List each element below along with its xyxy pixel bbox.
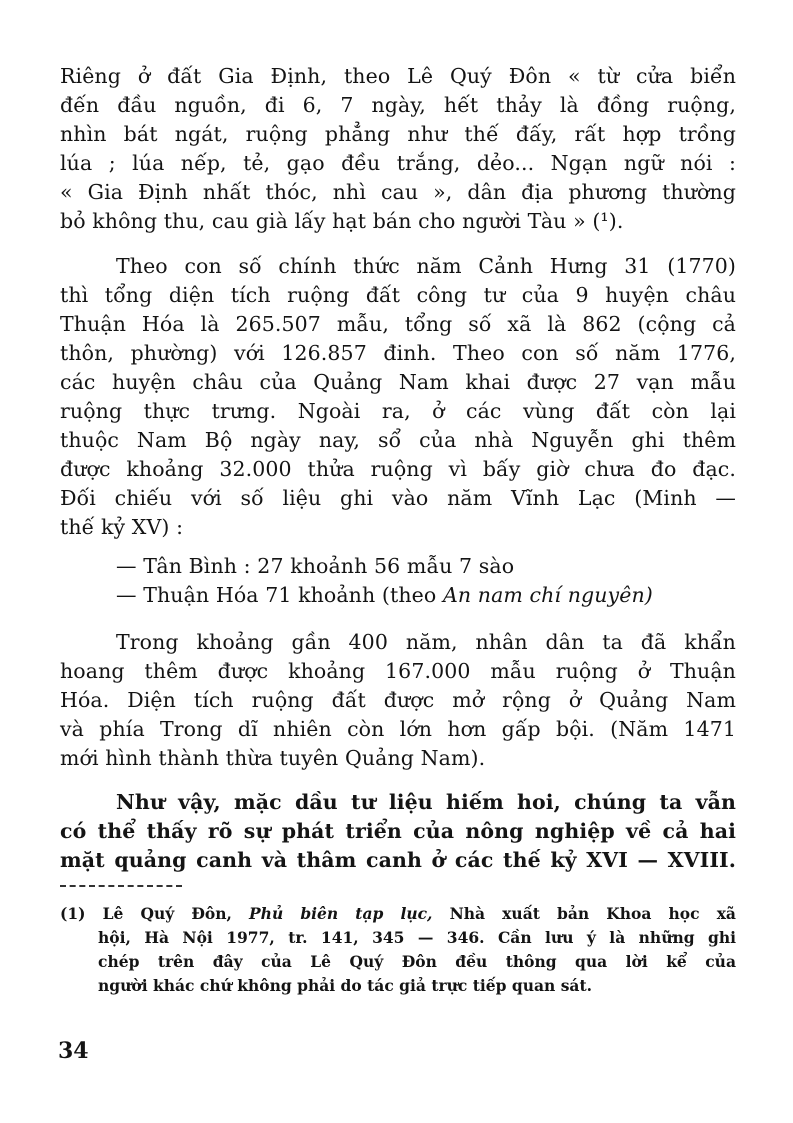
text-line: « Gia Định nhất thóc, nhì cau », dân địa phương thường	[60, 180, 736, 204]
text-line: Riêng ở đất Gia Định, theo Lê Quý Đôn « từ cửa biển	[60, 64, 736, 88]
paragraph-gia-dinh	[60, 62, 736, 236]
text-line: bỏ không thu, cau già lấy hạt bán cho người Tàu » (¹).	[60, 209, 624, 233]
text-line: Đối chiếu với số liệu ghi vào năm Vĩnh Lạc (Minh —	[60, 486, 736, 510]
text-line: thế kỷ XV) :	[60, 515, 184, 539]
text-line: Theo con số chính thức năm Cảnh Hưng 31 (1770)	[116, 254, 736, 278]
text-line: Hóa. Diện tích ruộng đất được mở rộng ở Quảng Nam	[60, 688, 736, 712]
footnote-divider	[60, 885, 182, 887]
text-line: Trong khoảng gần 400 năm, nhân dân ta đã khẩn	[116, 630, 736, 654]
text-line: đến đầu nguồn, đi 6, 7 ngày, hết thảy là đồng ruộng,	[60, 93, 736, 117]
text-line: lúa ; lúa nếp, tẻ, gạo đều trắng, dẻo... Ngạn ngữ nói :	[60, 151, 736, 175]
text-line: và phía Trong dĩ nhiên còn lớn hơn gấp bội. (Năm 1471	[60, 717, 736, 741]
text-line: ruộng thực trưng. Ngoài ra, ở các vùng đất còn lại	[60, 399, 736, 423]
footnote-line	[60, 902, 736, 926]
footnote-line: chép trên đây của Lê Quý Đôn đều thông qua lời kể của	[98, 952, 736, 971]
text-line: mặt quảng canh và thâm canh ở các thế kỷ XVI — XVIII.	[60, 848, 736, 872]
text-line: các huyện châu của Quảng Nam khai được 27 vạn mẫu	[60, 370, 736, 394]
comparison-list	[60, 552, 736, 610]
text-line: thôn, phường) với 126.857 đinh. Theo con số năm 1776,	[60, 341, 736, 365]
text-line: được khoảng 32.000 thửa ruộng vì bấy giờ chưa đo đạc.	[60, 457, 736, 481]
text-line: có thể thấy rõ sự phát triển của nông nghiệp về cả hai	[60, 819, 736, 843]
text-line: mới hình thành thừa tuyên Quảng Nam).	[60, 746, 486, 770]
footnote-book-title: Phủ biên tạp lục,	[249, 904, 433, 923]
text-line: Thuận Hóa là 265.507 mẫu, tổng số xã là 862 (cộng cả	[60, 312, 736, 336]
footnote-publisher: Nhà xuất bản Khoa học xã	[432, 904, 736, 923]
text-line: hoang thêm được khoảng 167.000 mẫu ruộng ở Thuận	[60, 659, 736, 683]
list-item-tan-binh: — Tân Bình : 27 khoảnh 56 mẫu 7 sào	[116, 554, 515, 578]
paragraph-canh-hung	[60, 252, 736, 542]
text-line: thì tổng diện tích ruộng đất công tư của 9 huyện châu	[60, 283, 736, 307]
source-title: An nam chí nguyên)	[442, 583, 653, 607]
paragraph-conclusion	[60, 788, 736, 875]
text-line: thuộc Nam Bộ ngày nay, sổ của nhà Nguyễn ghi thêm	[60, 428, 736, 452]
footnote-line: người khác chứ không phải do tác giả trực tiếp quan sát.	[98, 976, 593, 995]
list-item-thuan-hoa	[60, 581, 736, 610]
paragraph-400-years	[60, 628, 736, 773]
text-line: nhìn bát ngát, ruộng phẳng như thế đấy, rất hợp trồng	[60, 122, 736, 146]
text-line: Như vậy, mặc dầu tư liệu hiếm hoi, chúng ta vẫn	[116, 790, 736, 814]
footnote	[60, 902, 736, 998]
list-item-text: — Thuận Hóa 71 khoảnh (theo	[116, 583, 443, 607]
footnote-line: hội, Hà Nội 1977, tr. 141, 345 — 346. Cần lưu ý là những ghi	[98, 928, 736, 947]
footnote-marker: (1) Lê Quý Đôn,	[60, 904, 250, 923]
page-number: 34	[58, 1038, 89, 1064]
